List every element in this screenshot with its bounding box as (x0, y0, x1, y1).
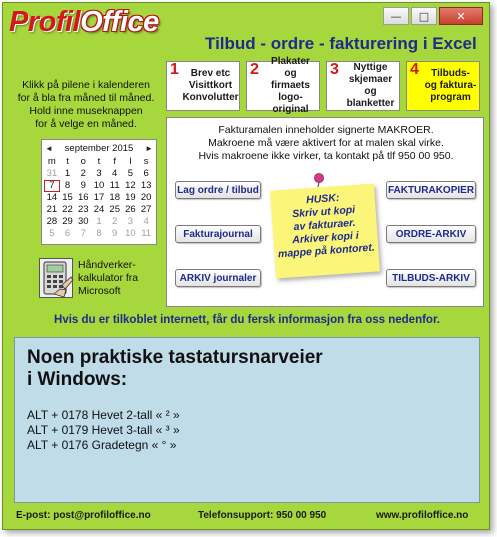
calendar-day[interactable]: 21 (46, 204, 58, 215)
calendar-weekday: f (113, 156, 117, 167)
step-label: Tilbuds- og faktura- program (424, 68, 477, 103)
step-number: 2 (250, 61, 259, 78)
calendar-day[interactable]: 3 (96, 168, 102, 179)
step-box-4[interactable] (406, 61, 480, 111)
calendar-day[interactable]: 23 (77, 204, 89, 215)
calendar-day[interactable]: 19 (125, 192, 136, 203)
calendar-weekday: t (97, 156, 101, 167)
calendar-day[interactable]: 11 (141, 228, 152, 239)
lag-ordre-tilbud-button[interactable]: Lag ordre / tilbud (175, 181, 261, 199)
calendar-next-arrow-icon[interactable]: ► (145, 143, 153, 153)
logo-part-office: Office (80, 6, 159, 38)
calendar-day[interactable]: 28 (46, 216, 58, 227)
footer-phone: Telefonsupport: 950 00 950 (198, 510, 327, 521)
calendar-day[interactable]: 11 (109, 180, 120, 191)
calendar-header (42, 140, 156, 156)
calendar-instructions: Klikk på pilene i kalenderen for å bla fra måned til måned. Hold inne museknappen for å velge en måned. (17, 79, 155, 130)
shortcut-item: ALT + 0179 Hevet 3-tall « ³ » (27, 423, 180, 437)
footer-email[interactable]: E-post: post@profiloffice.no (16, 510, 151, 521)
calendar-prev-arrow-icon[interactable]: ◄ (45, 143, 53, 153)
calendar (41, 139, 157, 245)
footer-website[interactable]: www.profiloffice.no (376, 510, 469, 521)
calculator-label[interactable]: Håndverker- kalkulator fra Microsoft (78, 259, 139, 297)
calendar-day[interactable]: 5 (127, 168, 134, 179)
shortcut-item: ALT + 0176 Gradetegn « ° » (27, 438, 177, 452)
calendar-day[interactable]: 27 (140, 204, 152, 215)
calendar-day[interactable]: 14 (46, 192, 58, 203)
calendar-weekday: o (80, 156, 86, 167)
calendar-day[interactable]: 25 (109, 204, 120, 215)
calendar-day[interactable]: 9 (112, 228, 118, 239)
arkiv-journaler-button[interactable]: ARKIV journaler (175, 269, 261, 287)
calendar-weekday: m (47, 156, 56, 167)
step-label: Nyttige skjemaer og blanketter (346, 62, 395, 109)
step-box-3[interactable] (326, 61, 400, 111)
calendar-day[interactable]: 8 (64, 180, 71, 191)
calendar-day[interactable]: 10 (125, 228, 136, 239)
step-boxes (166, 56, 480, 115)
calendar-day[interactable]: 7 (80, 228, 86, 239)
step-label: Plakater og firmaets logo-original (271, 56, 310, 115)
calendar-weekday: l (129, 156, 132, 167)
calendar-day[interactable]: 18 (109, 192, 120, 203)
calendar-day[interactable]: 4 (112, 168, 118, 179)
calendar-day[interactable]: 22 (62, 204, 73, 215)
calendar-weekday: s (143, 156, 149, 167)
calculator-icon[interactable] (39, 258, 73, 298)
close-button[interactable]: ✕ (439, 7, 483, 25)
news-panel (14, 337, 480, 503)
calendar-day[interactable]: 29 (62, 216, 73, 227)
calendar-weekday: t (66, 156, 69, 167)
calendar-day[interactable]: 10 (93, 180, 105, 191)
internet-notice: Hvis du er tilkoblet internett, får du fersk informasjon fra oss nedenfor. (54, 314, 440, 326)
calendar-day[interactable]: 3 (127, 216, 134, 227)
calendar-day[interactable]: 20 (140, 192, 152, 203)
calendar-day[interactable]: 16 (77, 192, 89, 203)
minimize-button[interactable]: — (383, 7, 409, 25)
calendar-day[interactable]: 5 (49, 228, 55, 239)
macro-notice: Fakturamalen inneholder signerte MAKROER. Makroene må være aktivert for at malen skal virke. Hvis makroene ikke virker, ta kontakt på tlf 950 00 950. (198, 124, 454, 162)
maximize-button[interactable]: □ (411, 7, 437, 25)
tilbuds-arkiv-button[interactable]: TILBUDS-ARKIV (386, 269, 476, 287)
calendar-day-today[interactable]: 7 (44, 180, 60, 192)
calendar-day[interactable]: 24 (93, 204, 105, 215)
calendar-day[interactable]: 2 (80, 168, 86, 179)
calendar-day[interactable]: 26 (125, 204, 136, 215)
calendar-month-label: september 2015 (64, 142, 134, 154)
app-window (2, 2, 490, 530)
calendar-grid (42, 156, 156, 240)
logo-part-profil: Profil (9, 6, 81, 38)
pushpin-icon (312, 173, 326, 187)
calendar-day[interactable]: 13 (140, 180, 152, 191)
step-number: 3 (330, 61, 339, 78)
news-heading: Noen praktiske tastatursnarveier i Windows: (27, 347, 323, 390)
ordre-arkiv-button[interactable]: ORDRE-ARKIV (386, 225, 476, 243)
calendar-day[interactable]: 8 (96, 228, 102, 239)
profiloffice-logo (9, 6, 159, 42)
sticky-note: HUSK: Skriv ut kopi av fakturaer. Arkiver kopi i mappe på kontoret. (270, 183, 380, 278)
page-title: Tilbud - ordre - fakturering i Excel (205, 34, 477, 53)
calendar-day[interactable]: 15 (62, 192, 73, 203)
step-box-2[interactable] (246, 56, 320, 115)
fakturakopier-button[interactable]: FAKTURAKOPIER (386, 181, 476, 199)
shortcut-list (27, 408, 180, 453)
shortcut-item: ALT + 0178 Hevet 2-tall « ² » (27, 408, 180, 422)
calendar-day[interactable]: 6 (143, 168, 149, 179)
calendar-day[interactable]: 1 (96, 216, 102, 227)
calendar-day[interactable]: 12 (125, 180, 136, 191)
step-label: Brev etc Visittkort Konvolutter (182, 68, 239, 103)
calendar-day[interactable]: 17 (93, 192, 105, 203)
window-controls (383, 7, 483, 25)
calendar-day[interactable]: 2 (112, 216, 118, 227)
fakturajournal-button[interactable]: Fakturajournal (175, 225, 261, 243)
calendar-day[interactable]: 30 (77, 216, 89, 227)
calendar-day[interactable]: 6 (64, 228, 71, 239)
calendar-day[interactable]: 1 (64, 168, 71, 179)
step-number: 4 (410, 61, 419, 78)
calendar-day[interactable]: 31 (46, 168, 58, 179)
step-number: 1 (170, 61, 179, 78)
calendar-day[interactable]: 4 (143, 216, 149, 227)
step-box-1[interactable] (166, 61, 240, 111)
calendar-day[interactable]: 9 (80, 180, 86, 191)
